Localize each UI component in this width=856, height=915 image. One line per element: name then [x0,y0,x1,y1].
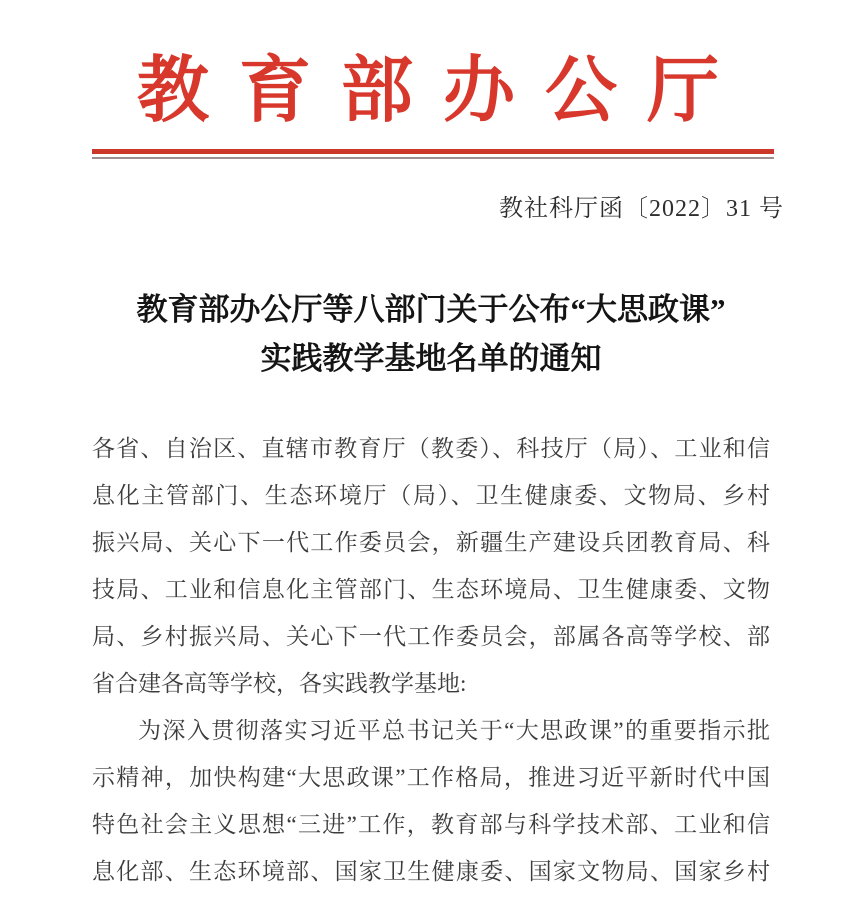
issuing-agency-masthead: 教育部办公厅 [136,51,749,131]
notice-title [92,285,770,383]
text-line: 特色社会主义思想“三进”工作，教育部与科学技术部、工业和信 [92,812,770,837]
text-line: 息化部、生态环境部、国家卫生健康委、国家文物局、国家乡村 [92,859,770,884]
divider-thick-line [92,149,774,154]
divider-thin-line [92,157,774,159]
text-line: 示精神，加快构建“大思政课”工作格局，推进习近平新时代中国 [92,765,770,790]
text-line: 振兴局、关心下一代工作委员会，新疆生产建设兵团教育局、科 [92,530,770,555]
text-line: 技局、工业和信息化主管部门、生态环境局、卫生健康委、文物 [92,577,770,602]
notice-title-line-1: 教育部办公厅等八部门关于公布“大思政课” [136,292,726,327]
official-document-page [0,46,856,915]
text-line: 息化主管部门、生态环境厅（局）、卫生健康委、文物局、乡村 [92,483,770,508]
notice-body [92,425,770,895]
text-line: 省合建各高等学校，各实践教学基地: [92,671,467,696]
text-line: 为深入贯彻落实习近平总书记关于“大思政课”的重要指示批 [138,718,770,743]
text-line: 局、乡村振兴局、关心下一代工作委员会，部属各高等学校、部 [92,624,770,649]
text-line: 各省、自治区、直辖市教育厅（教委）、科技厅（局）、工业和信 [92,436,770,461]
recipients-paragraph [92,425,770,707]
red-divider [92,149,774,159]
notice-title-line-2: 实践教学基地名单的通知 [260,341,602,376]
intro-paragraph [92,707,770,895]
document-reference-number: 教社科厅函〔2022〕31 号 [499,196,784,222]
